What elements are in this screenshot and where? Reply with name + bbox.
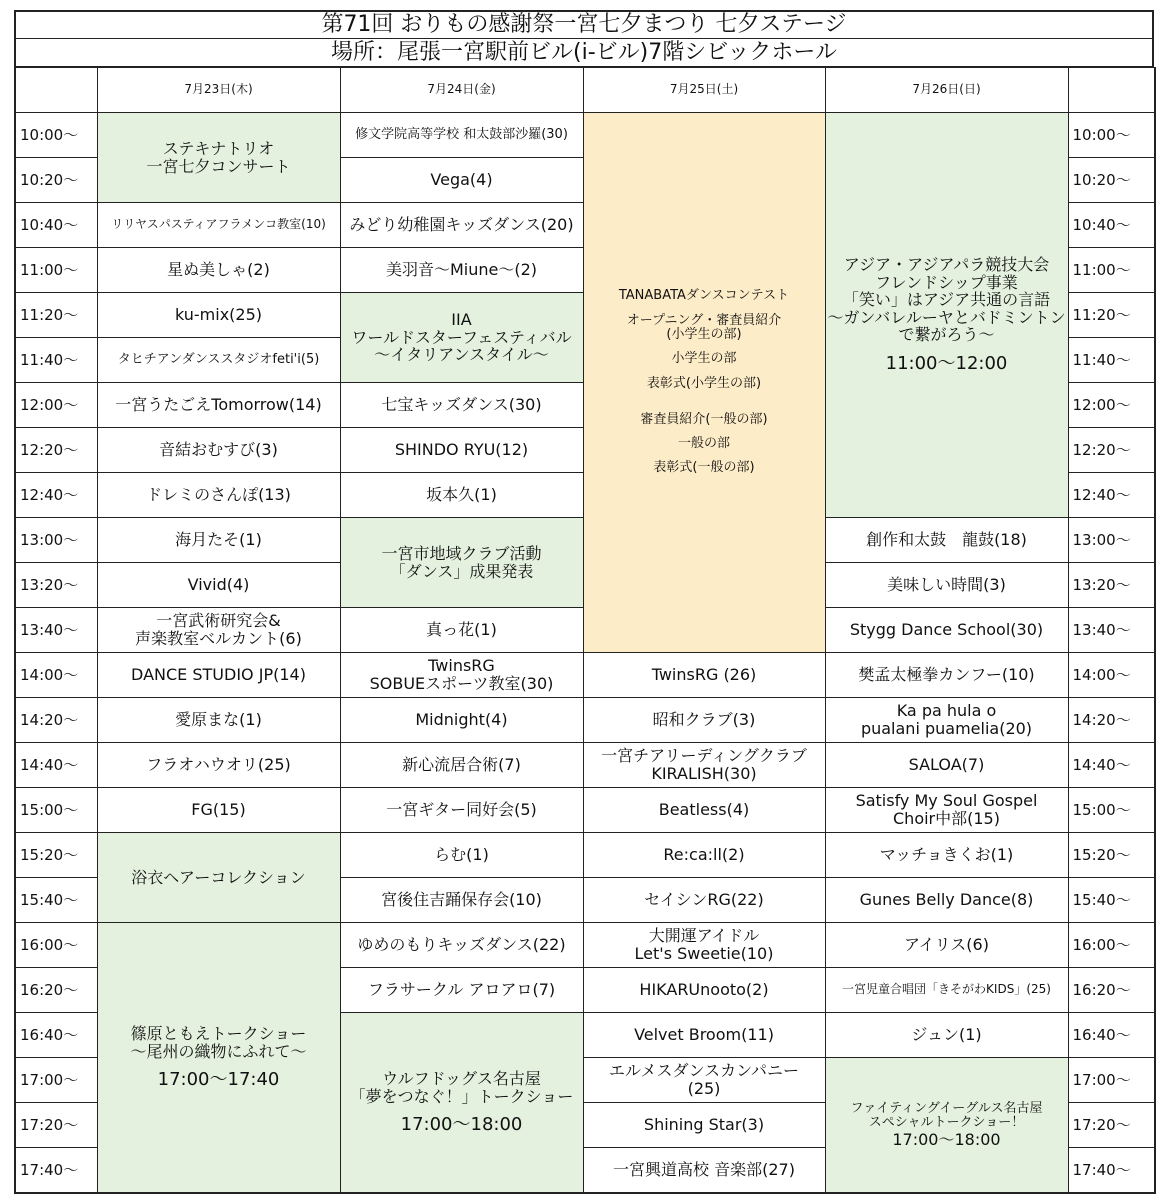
- performance-line: 大開運アイドル: [648, 926, 760, 946]
- talkshow-block: [97, 923, 340, 1194]
- performance-cell: [583, 923, 825, 968]
- club-activity-block: [340, 518, 583, 608]
- talkshow-time: 17:00～17:40: [157, 1069, 280, 1091]
- time-label: 13:20～: [15, 563, 97, 608]
- performance-cell: [583, 743, 825, 788]
- time-label: 14:40～: [1068, 743, 1155, 788]
- performance-cell: フラオハウオリ(25): [97, 743, 340, 788]
- corner-cell: [15, 68, 97, 113]
- eagles-time: 17:00～18:00: [892, 1129, 1001, 1149]
- performance-cell: TwinsRG (26): [583, 653, 825, 698]
- performance-cell: セイシンRG(22): [583, 878, 825, 923]
- performance-cell: Re:ca:ll(2): [583, 833, 825, 878]
- header-row: [15, 68, 1155, 113]
- time-label: 16:20～: [1068, 968, 1155, 1013]
- performance-cell: 樊孟太極拳カンフー(10): [825, 653, 1068, 698]
- contest-item: オープニング・審査員紹介 (小学生の部): [626, 312, 782, 342]
- performance-cell: リリヤスパスティアフラメンコ教室(10): [97, 203, 340, 248]
- performance-cell: Vivid(4): [97, 563, 340, 608]
- performance-cell: FG(15): [97, 788, 340, 833]
- time-label: 17:20～: [15, 1103, 97, 1148]
- time-label: 14:00～: [15, 653, 97, 698]
- time-label: 14:20～: [15, 698, 97, 743]
- page-title: 第71回 おりもの感謝祭一宮七夕まつり 七夕ステージ: [14, 10, 1154, 39]
- contest-item: 表彰式(小学生の部): [646, 375, 762, 391]
- time-label: 10:40～: [1068, 203, 1155, 248]
- talkshow-line: 篠原ともえトークショー: [130, 1024, 307, 1043]
- performance-cell: Midnight(4): [340, 698, 583, 743]
- time-label: 16:00～: [15, 923, 97, 968]
- performance-cell: [825, 698, 1068, 743]
- performance-cell: マッチョきくお(1): [825, 833, 1068, 878]
- performance-line: Choir中部(15): [893, 809, 1000, 828]
- asia-event-block: [825, 113, 1068, 518]
- wolfdogs-time: 17:00～18:00: [400, 1114, 523, 1136]
- performance-cell: ドレミのさんぽ(13): [97, 473, 340, 518]
- performance-cell: ku-mix(25): [97, 293, 340, 338]
- asia-line: で繋がろう～: [898, 325, 995, 345]
- time-label: 12:00～: [1068, 383, 1155, 428]
- performance-cell: Beatless(4): [583, 788, 825, 833]
- time-label: 17:00～: [1068, 1058, 1155, 1103]
- contest-item: 一般の部: [677, 436, 730, 452]
- performance-cell: 一宮うたごえTomorrow(14): [97, 383, 340, 428]
- schedule-frame: [14, 10, 1154, 1194]
- performance-line: KIRALISH(30): [651, 764, 757, 783]
- performance-cell: みどり幼稚園キッズダンス(20): [340, 203, 583, 248]
- performance-cell: Shining Star(3): [583, 1103, 825, 1148]
- performance-cell: Velvet Broom(11): [583, 1013, 825, 1058]
- performance-cell: HIKARUnooto(2): [583, 968, 825, 1013]
- performance-line: SOBUEスポーツ教室(30): [369, 674, 554, 693]
- performance-cell: 修文学院高等学校 和太鼓部沙羅(30): [340, 113, 583, 158]
- performance-cell: 昭和クラブ(3): [583, 698, 825, 743]
- time-label: 15:40～: [15, 878, 97, 923]
- performance-line: Let's Sweetie(10): [634, 944, 774, 963]
- time-label: 12:20～: [1068, 428, 1155, 473]
- wolfdogs-line: ウルフドッグス名古屋: [382, 1069, 541, 1088]
- performance-line: Ka pa hula o: [896, 701, 997, 721]
- time-label: 16:20～: [15, 968, 97, 1013]
- time-label: 12:20～: [15, 428, 97, 473]
- time-label: 10:20～: [15, 158, 97, 203]
- time-label: 14:20～: [1068, 698, 1155, 743]
- yukata-block: 浴衣ヘアーコレクション: [97, 833, 340, 923]
- time-label: 11:40～: [15, 338, 97, 383]
- day-header: 7月24日(金): [340, 68, 583, 113]
- time-label: 10:20～: [1068, 158, 1155, 203]
- time-label: 12:00～: [15, 383, 97, 428]
- performance-cell: 星ぬ美しゃ(2): [97, 248, 340, 293]
- performance-cell: フラサークル アロアロ(7): [340, 968, 583, 1013]
- asia-line: ～ガンバレルーヤとバドミントン: [827, 307, 1066, 327]
- contest-item: 表彰式(一般の部): [653, 460, 755, 476]
- performance-cell: 創作和太鼓 龍鼓(18): [825, 518, 1068, 563]
- time-label: 13:40～: [15, 608, 97, 653]
- performance-cell: 坂本久(1): [340, 473, 583, 518]
- eagles-block: [825, 1058, 1068, 1194]
- time-label: 12:40～: [1068, 473, 1155, 518]
- time-label: 15:20～: [1068, 833, 1155, 878]
- time-label: 10:00～: [15, 113, 97, 158]
- asia-time: 11:00～12:00: [885, 353, 1008, 375]
- performance-line: Satisfy My Soul Gospel: [855, 791, 1038, 811]
- performance-cell: Gunes Belly Dance(8): [825, 878, 1068, 923]
- performance-cell: 音結おむすび(3): [97, 428, 340, 473]
- dance-contest-block: [583, 113, 825, 653]
- time-label: 16:40～: [15, 1013, 97, 1058]
- performance-line: 一宮武術研究会&: [156, 611, 281, 631]
- time-label: 13:20～: [1068, 563, 1155, 608]
- time-label: 11:20～: [1068, 293, 1155, 338]
- time-label: 10:00～: [1068, 113, 1155, 158]
- day-header: 7月23日(木): [97, 68, 340, 113]
- time-label: 15:40～: [1068, 878, 1155, 923]
- venue-subtitle: 場所：尾張一宮駅前ビル(i-ビル)7階シビックホール: [14, 39, 1154, 67]
- time-label: 12:40～: [15, 473, 97, 518]
- performance-cell: 七宝キッズダンス(30): [340, 383, 583, 428]
- talkshow-line: ～尾州の織物にふれて～: [130, 1041, 307, 1061]
- performance-cell: 美味しい時間(3): [825, 563, 1068, 608]
- performance-cell: [97, 113, 340, 203]
- performance-subtitle: 一宮七夕コンサート: [146, 156, 291, 176]
- contest-title: TANABATAダンスコンテスト: [618, 288, 790, 304]
- performance-cell: らむ(1): [340, 833, 583, 878]
- iia-line: ～イタリアンスタイル～: [374, 345, 549, 365]
- performance-line: (25): [687, 1079, 721, 1098]
- performance-cell: 宮後住吉踊保存会(10): [340, 878, 583, 923]
- time-label: 13:00～: [15, 518, 97, 563]
- iia-line: ワールドスターフェスティバル: [351, 327, 572, 347]
- eagles-line: スペシャルトークショー！: [868, 1115, 1025, 1131]
- time-label: 17:40～: [1068, 1148, 1155, 1194]
- time-label: 11:20～: [15, 293, 97, 338]
- time-label: 11:40～: [1068, 338, 1155, 383]
- day-header: 7月26日(日): [825, 68, 1068, 113]
- time-label: 17:40～: [15, 1148, 97, 1194]
- performance-cell: ジュン(1): [825, 1013, 1068, 1058]
- performance-cell: 新心流居合術(7): [340, 743, 583, 788]
- performance-cell: 一宮児童合唱団「きそがわKIDS」(25): [825, 968, 1068, 1013]
- performance-cell: 真っ花(1): [340, 608, 583, 653]
- time-label: 14:00～: [1068, 653, 1155, 698]
- performance-cell: 海月たそ(1): [97, 518, 340, 563]
- performance-cell: SALOA(7): [825, 743, 1068, 788]
- wolfdogs-block: [340, 1013, 583, 1194]
- iia-line: IIA: [451, 310, 472, 330]
- time-label: 17:20～: [1068, 1103, 1155, 1148]
- day-header: 7月25日(土): [583, 68, 825, 113]
- time-label: 10:40～: [15, 203, 97, 248]
- performance-cell: アイリス(6): [825, 923, 1068, 968]
- performance-line: 一宮チアリーディングクラブ: [601, 746, 807, 766]
- contest-item: 審査員紹介(一般の部): [640, 411, 768, 427]
- time-label: 11:00～: [15, 248, 97, 293]
- wolfdogs-line: 「夢をつなぐ！」トークショー: [349, 1086, 574, 1106]
- asia-line: アジア・アジアパラ競技大会: [843, 255, 1050, 275]
- performance-cell: 愛原まな(1): [97, 698, 340, 743]
- performance-cell: ゆめのもりキッズダンス(22): [340, 923, 583, 968]
- club-line: 「ダンス」成果発表: [389, 561, 534, 581]
- eagles-line: ファイティングイーグルス名古屋: [850, 1100, 1043, 1116]
- performance-cell: 一宮興道高校 音楽部(27): [583, 1148, 825, 1194]
- performance-cell: DANCE STUDIO JP(14): [97, 653, 340, 698]
- performance-cell: [97, 608, 340, 653]
- club-line: 一宮市地域クラブ活動: [381, 543, 542, 563]
- contest-item: 小学生の部: [671, 351, 737, 367]
- performance-cell: [825, 788, 1068, 833]
- asia-line: フレンドシップ事業: [875, 272, 1018, 292]
- performance-cell: SHINDO RYU(12): [340, 428, 583, 473]
- performance-cell: 一宮ギター同好会(5): [340, 788, 583, 833]
- time-label: 15:20～: [15, 833, 97, 878]
- performance-cell: タヒチアンダンススタジオfeti'i(5): [97, 338, 340, 383]
- performance-line: TwinsRG: [428, 656, 495, 676]
- time-label: 13:00～: [1068, 518, 1155, 563]
- performance-line: pualani puamelia(20): [860, 719, 1033, 738]
- schedule-table: [14, 67, 1156, 1194]
- time-label: 15:00～: [15, 788, 97, 833]
- performance-cell: [583, 1058, 825, 1103]
- time-label: 17:00～: [15, 1058, 97, 1103]
- asia-line: 「笑い」はアジア共通の言語: [842, 290, 1051, 310]
- performance-cell: [340, 653, 583, 698]
- time-label: 16:00～: [1068, 923, 1155, 968]
- performance-cell: Vega(4): [340, 158, 583, 203]
- performance-title: ステキナトリオ: [162, 138, 275, 158]
- performance-cell: 美羽音～Miune～(2): [340, 248, 583, 293]
- time-label: 15:00～: [1068, 788, 1155, 833]
- time-label: 14:40～: [15, 743, 97, 788]
- time-label: 16:40～: [1068, 1013, 1155, 1058]
- performance-line: 声楽教室ベルカント(6): [135, 629, 302, 648]
- performance-cell: Stygg Dance School(30): [825, 608, 1068, 653]
- iia-block: [340, 293, 583, 383]
- time-label: 11:00～: [1068, 248, 1155, 293]
- corner-cell: [1068, 68, 1155, 113]
- performance-line: エルメスダンスカンパニー: [608, 1061, 800, 1081]
- time-label: 13:40～: [1068, 608, 1155, 653]
